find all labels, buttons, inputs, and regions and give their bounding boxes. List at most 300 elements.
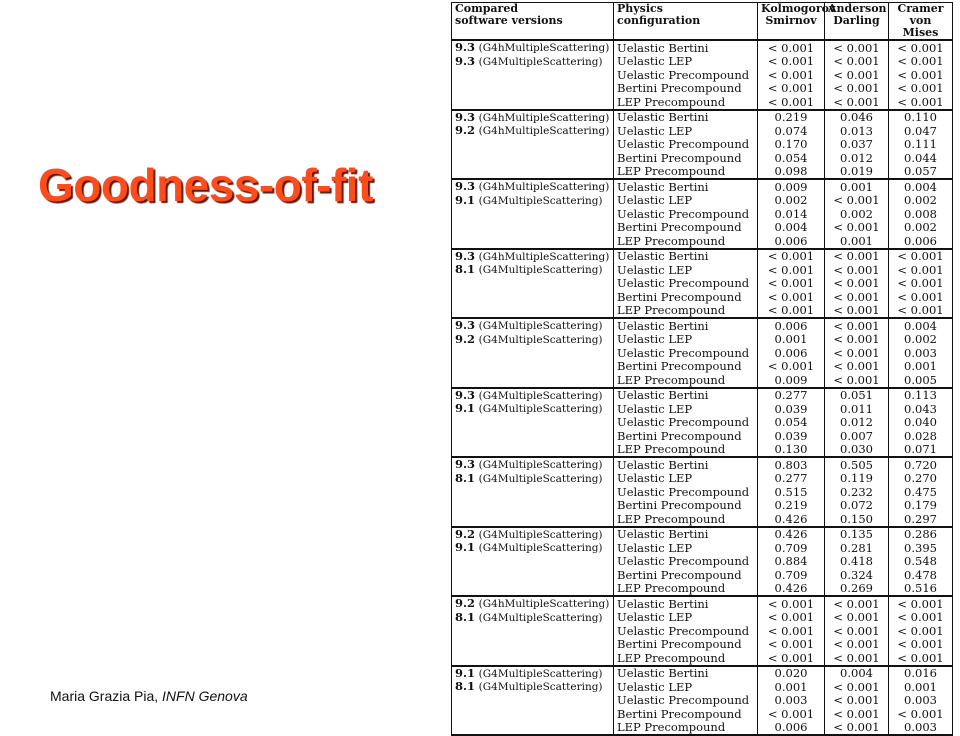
- kolmogorov-smirnov-cell: 0.039: [758, 402, 825, 416]
- kolmogorov-smirnov-cell: 0.003: [758, 694, 825, 708]
- anderson-darling-cell: 0.012: [825, 416, 889, 430]
- anderson-darling-cell: < 0.001: [825, 249, 889, 264]
- table-row: [452, 165, 953, 180]
- compared-versions-cell: [452, 290, 614, 304]
- scattering-model: (G4hMultipleScattering): [478, 598, 610, 611]
- physics-configuration-cell: LEP Precompound: [614, 721, 758, 736]
- cramer-von-mises-cell: 0.270: [889, 472, 953, 486]
- anderson-darling-cell: < 0.001: [825, 694, 889, 708]
- physics-configuration-cell: Uelastic Bertini: [614, 596, 758, 611]
- table-row: [452, 346, 953, 360]
- version-number: 9.3: [455, 40, 476, 55]
- cramer-von-mises-cell: 0.286: [889, 527, 953, 542]
- compared-versions-cell: [452, 694, 614, 708]
- compared-versions-cell: [452, 360, 614, 374]
- cramer-von-mises-cell: < 0.001: [889, 304, 953, 319]
- physics-configuration-cell: Uelastic Bertini: [614, 249, 758, 264]
- kolmogorov-smirnov-cell: < 0.001: [758, 95, 825, 110]
- physics-configuration-cell: LEP Precompound: [614, 165, 758, 180]
- anderson-darling-cell: < 0.001: [825, 221, 889, 235]
- cramer-von-mises-cell: 0.002: [889, 221, 953, 235]
- physics-configuration-cell: Uelastic LEP: [614, 611, 758, 625]
- table-row: [452, 110, 953, 125]
- table-row: [452, 611, 953, 625]
- table-row: [452, 638, 953, 652]
- compared-versions-cell: [452, 429, 614, 443]
- version-number: 9.3: [455, 54, 476, 68]
- table-row: [452, 234, 953, 249]
- header-physics-configuration: [614, 3, 758, 41]
- physics-configuration-cell: Uelastic Bertini: [614, 110, 758, 125]
- compared-versions-cell: [452, 138, 614, 152]
- anderson-darling-cell: < 0.001: [825, 721, 889, 736]
- anderson-darling-cell: 0.007: [825, 429, 889, 443]
- anderson-darling-cell: < 0.001: [825, 55, 889, 69]
- anderson-darling-cell: < 0.001: [825, 638, 889, 652]
- physics-configuration-cell: Uelastic Precompound: [614, 68, 758, 82]
- cramer-von-mises-cell: < 0.001: [889, 68, 953, 82]
- anderson-darling-cell: < 0.001: [825, 651, 889, 666]
- anderson-darling-cell: < 0.001: [825, 680, 889, 694]
- cramer-von-mises-cell: 0.008: [889, 207, 953, 221]
- scattering-model: (G4MultipleScattering): [478, 333, 603, 346]
- kolmogorov-smirnov-cell: 0.709: [758, 568, 825, 582]
- scattering-model: (G4MultipleScattering): [478, 320, 603, 333]
- table-row: [452, 151, 953, 165]
- compared-versions-cell: [452, 624, 614, 638]
- table-row: [452, 179, 953, 194]
- kolmogorov-smirnov-cell: 0.219: [758, 110, 825, 125]
- cramer-von-mises-cell: < 0.001: [889, 95, 953, 110]
- table-row: [452, 333, 953, 347]
- physics-configuration-cell: Bertini Precompound: [614, 290, 758, 304]
- compared-versions-cell: [452, 110, 614, 125]
- table-row: [452, 207, 953, 221]
- version-number: 9.2: [455, 596, 476, 611]
- anderson-darling-cell: < 0.001: [825, 263, 889, 277]
- header-compared-versions: [452, 3, 614, 41]
- table-row: [452, 429, 953, 443]
- compared-versions-cell: [452, 416, 614, 430]
- slide-footer: [50, 688, 248, 704]
- table-row: [452, 499, 953, 513]
- table-row: [452, 457, 953, 472]
- compared-versions-cell: [452, 457, 614, 472]
- cramer-von-mises-cell: 0.040: [889, 416, 953, 430]
- anderson-darling-cell: < 0.001: [825, 95, 889, 110]
- compared-versions-cell: [452, 82, 614, 96]
- compared-versions-cell: [452, 651, 614, 666]
- physics-configuration-cell: Uelastic Precompound: [614, 555, 758, 569]
- physics-configuration-cell: Uelastic Bertini: [614, 179, 758, 194]
- compared-versions-cell: [452, 666, 614, 681]
- kolmogorov-smirnov-cell: < 0.001: [758, 596, 825, 611]
- scattering-model: (G4MultipleScattering): [478, 667, 603, 680]
- cramer-von-mises-cell: 0.005: [889, 373, 953, 388]
- physics-configuration-cell: Uelastic LEP: [614, 333, 758, 347]
- kolmogorov-smirnov-cell: 0.009: [758, 179, 825, 194]
- compared-versions-cell: [452, 568, 614, 582]
- compared-versions-cell: [452, 318, 614, 333]
- physics-configuration-cell: Uelastic Precompound: [614, 485, 758, 499]
- compared-versions-cell: [452, 527, 614, 542]
- table-row: [452, 680, 953, 694]
- table-body: [452, 40, 953, 735]
- kolmogorov-smirnov-cell: 0.709: [758, 541, 825, 555]
- kolmogorov-smirnov-cell: 0.803: [758, 457, 825, 472]
- cramer-von-mises-cell: < 0.001: [889, 596, 953, 611]
- footer-author: Maria Grazia Pia,: [50, 688, 163, 704]
- cramer-von-mises-cell: 0.110: [889, 110, 953, 125]
- compared-versions-cell: [452, 249, 614, 264]
- cramer-von-mises-cell: 0.516: [889, 582, 953, 597]
- cramer-von-mises-cell: 0.006: [889, 234, 953, 249]
- version-number: 8.1: [455, 610, 476, 624]
- scattering-model: (G4hMultipleScattering): [478, 111, 610, 124]
- kolmogorov-smirnov-cell: 0.074: [758, 124, 825, 138]
- cramer-von-mises-cell: 0.047: [889, 124, 953, 138]
- table-row: [452, 651, 953, 666]
- table-header-row: [452, 3, 953, 41]
- kolmogorov-smirnov-cell: < 0.001: [758, 638, 825, 652]
- kolmogorov-smirnov-cell: 0.515: [758, 485, 825, 499]
- cramer-von-mises-cell: 0.002: [889, 333, 953, 347]
- compared-versions-cell: [452, 165, 614, 180]
- cramer-von-mises-cell: 0.003: [889, 346, 953, 360]
- kolmogorov-smirnov-cell: < 0.001: [758, 263, 825, 277]
- physics-configuration-cell: LEP Precompound: [614, 373, 758, 388]
- cramer-von-mises-cell: < 0.001: [889, 651, 953, 666]
- scattering-model: (G4MultipleScattering): [478, 194, 603, 207]
- kolmogorov-smirnov-cell: < 0.001: [758, 249, 825, 264]
- kolmogorov-smirnov-cell: 0.006: [758, 318, 825, 333]
- scattering-model: (G4hMultipleScattering): [478, 181, 610, 194]
- anderson-darling-cell: 0.269: [825, 582, 889, 597]
- cramer-von-mises-cell: < 0.001: [889, 55, 953, 69]
- version-number: 9.1: [455, 541, 476, 555]
- compared-versions-cell: [452, 680, 614, 694]
- cramer-von-mises-cell: < 0.001: [889, 611, 953, 625]
- cramer-von-mises-cell: 0.044: [889, 151, 953, 165]
- physics-configuration-cell: Uelastic LEP: [614, 55, 758, 69]
- kolmogorov-smirnov-cell: 0.014: [758, 207, 825, 221]
- version-number: 9.3: [455, 248, 476, 263]
- table-row: [452, 194, 953, 208]
- anderson-darling-cell: < 0.001: [825, 318, 889, 333]
- anderson-darling-cell: 0.324: [825, 568, 889, 582]
- kolmogorov-smirnov-cell: 0.098: [758, 165, 825, 180]
- table-row: [452, 402, 953, 416]
- scattering-model: (G4MultipleScattering): [478, 542, 603, 555]
- header-cvm-line1: Cramer: [897, 2, 944, 15]
- cramer-von-mises-cell: 0.043: [889, 402, 953, 416]
- table-row: [452, 541, 953, 555]
- scattering-model: (G4MultipleScattering): [478, 403, 603, 416]
- physics-configuration-cell: Bertini Precompound: [614, 360, 758, 374]
- cramer-von-mises-cell: 0.720: [889, 457, 953, 472]
- table-row: [452, 568, 953, 582]
- version-number: 9.2: [455, 526, 476, 541]
- anderson-darling-cell: 0.037: [825, 138, 889, 152]
- cramer-von-mises-cell: < 0.001: [889, 707, 953, 721]
- table-row: [452, 373, 953, 388]
- compared-versions-cell: [452, 707, 614, 721]
- anderson-darling-cell: < 0.001: [825, 624, 889, 638]
- table-row: [452, 694, 953, 708]
- anderson-darling-cell: 0.013: [825, 124, 889, 138]
- kolmogorov-smirnov-cell: 0.006: [758, 721, 825, 736]
- cramer-von-mises-cell: < 0.001: [889, 82, 953, 96]
- kolmogorov-smirnov-cell: 0.002: [758, 194, 825, 208]
- table-row: [452, 55, 953, 69]
- table-row: [452, 263, 953, 277]
- physics-configuration-cell: Uelastic LEP: [614, 472, 758, 486]
- kolmogorov-smirnov-cell: 0.277: [758, 472, 825, 486]
- anderson-darling-cell: < 0.001: [825, 277, 889, 291]
- version-number: 9.3: [455, 179, 476, 194]
- compared-versions-cell: [452, 388, 614, 403]
- physics-configuration-cell: Uelastic LEP: [614, 402, 758, 416]
- scattering-model: (G4MultipleScattering): [478, 611, 603, 624]
- table-row: [452, 318, 953, 333]
- physics-configuration-cell: Bertini Precompound: [614, 568, 758, 582]
- kolmogorov-smirnov-cell: 0.130: [758, 443, 825, 458]
- version-number: 9.2: [455, 332, 476, 346]
- table-row: [452, 124, 953, 138]
- anderson-darling-cell: < 0.001: [825, 611, 889, 625]
- table-row: [452, 485, 953, 499]
- cramer-von-mises-cell: 0.111: [889, 138, 953, 152]
- kolmogorov-smirnov-cell: < 0.001: [758, 651, 825, 666]
- header-ks-line2: Smirnov: [765, 14, 817, 27]
- kolmogorov-smirnov-cell: < 0.001: [758, 624, 825, 638]
- physics-configuration-cell: LEP Precompound: [614, 512, 758, 527]
- physics-configuration-cell: Uelastic Bertini: [614, 666, 758, 681]
- compared-versions-cell: [452, 485, 614, 499]
- kolmogorov-smirnov-cell: 0.884: [758, 555, 825, 569]
- anderson-darling-cell: 0.281: [825, 541, 889, 555]
- table-row: [452, 596, 953, 611]
- table-row: [452, 249, 953, 264]
- cramer-von-mises-cell: 0.297: [889, 512, 953, 527]
- header-cvm-line2: von Mises: [902, 14, 939, 39]
- physics-configuration-cell: Uelastic Precompound: [614, 694, 758, 708]
- table-row: [452, 707, 953, 721]
- physics-configuration-cell: Bertini Precompound: [614, 429, 758, 443]
- anderson-darling-cell: < 0.001: [825, 360, 889, 374]
- kolmogorov-smirnov-cell: 0.001: [758, 680, 825, 694]
- physics-configuration-cell: LEP Precompound: [614, 234, 758, 249]
- version-number: 9.3: [455, 318, 476, 333]
- cramer-von-mises-cell: 0.001: [889, 680, 953, 694]
- header-physics-line2: configuration: [617, 14, 701, 27]
- compared-versions-cell: [452, 151, 614, 165]
- header-ks-line1: Kolmogorov: [761, 2, 836, 15]
- scattering-model: (G4MultipleScattering): [478, 389, 603, 402]
- compared-versions-cell: [452, 179, 614, 194]
- kolmogorov-smirnov-cell: 0.020: [758, 666, 825, 681]
- kolmogorov-smirnov-cell: < 0.001: [758, 611, 825, 625]
- cramer-von-mises-cell: 0.003: [889, 721, 953, 736]
- physics-configuration-cell: Uelastic Bertini: [614, 388, 758, 403]
- compared-versions-cell: [452, 443, 614, 458]
- header-anderson-darling: [825, 3, 889, 41]
- compared-versions-cell: [452, 207, 614, 221]
- anderson-darling-cell: 0.418: [825, 555, 889, 569]
- anderson-darling-cell: < 0.001: [825, 346, 889, 360]
- compared-versions-cell: [452, 541, 614, 555]
- physics-configuration-cell: Uelastic Bertini: [614, 318, 758, 333]
- goodness-of-fit-table: [451, 2, 953, 736]
- physics-configuration-cell: LEP Precompound: [614, 582, 758, 597]
- footer-organization: INFN Genova: [162, 688, 248, 704]
- header-versions-line1: Compared: [455, 2, 519, 15]
- kolmogorov-smirnov-cell: 0.039: [758, 429, 825, 443]
- compared-versions-cell: [452, 234, 614, 249]
- header-ad-line1: Anderson: [828, 2, 887, 15]
- anderson-darling-cell: < 0.001: [825, 194, 889, 208]
- physics-configuration-cell: Bertini Precompound: [614, 151, 758, 165]
- table-row: [452, 624, 953, 638]
- anderson-darling-cell: < 0.001: [825, 707, 889, 721]
- compared-versions-cell: [452, 40, 614, 55]
- scattering-model: (G4MultipleScattering): [478, 55, 603, 68]
- version-number: 9.1: [455, 402, 476, 416]
- compared-versions-cell: [452, 555, 614, 569]
- physics-configuration-cell: Uelastic Bertini: [614, 457, 758, 472]
- table-row: [452, 416, 953, 430]
- anderson-darling-cell: < 0.001: [825, 304, 889, 319]
- kolmogorov-smirnov-cell: 0.277: [758, 388, 825, 403]
- table-row: [452, 582, 953, 597]
- anderson-darling-cell: 0.002: [825, 207, 889, 221]
- scattering-model: (G4MultipleScattering): [478, 528, 603, 541]
- physics-configuration-cell: LEP Precompound: [614, 651, 758, 666]
- compared-versions-cell: [452, 638, 614, 652]
- compared-versions-cell: [452, 582, 614, 597]
- table-row: [452, 304, 953, 319]
- table-row: [452, 68, 953, 82]
- anderson-darling-cell: 0.030: [825, 443, 889, 458]
- compared-versions-cell: [452, 373, 614, 388]
- anderson-darling-cell: < 0.001: [825, 373, 889, 388]
- cramer-von-mises-cell: < 0.001: [889, 638, 953, 652]
- header-kolmogorov-smirnov: [758, 2, 836, 41]
- physics-configuration-cell: Bertini Precompound: [614, 221, 758, 235]
- table-row: [452, 360, 953, 374]
- physics-configuration-cell: Uelastic LEP: [614, 680, 758, 694]
- cramer-von-mises-cell: < 0.001: [889, 277, 953, 291]
- scattering-model: (G4hMultipleScattering): [478, 125, 610, 138]
- cramer-von-mises-cell: 0.071: [889, 443, 953, 458]
- physics-configuration-cell: Uelastic Precompound: [614, 416, 758, 430]
- table-row: [452, 472, 953, 486]
- compared-versions-cell: [452, 68, 614, 82]
- table-row: [452, 221, 953, 235]
- anderson-darling-cell: 0.150: [825, 512, 889, 527]
- kolmogorov-smirnov-cell: < 0.001: [758, 360, 825, 374]
- table-row: [452, 277, 953, 291]
- anderson-darling-cell: 0.051: [825, 388, 889, 403]
- scattering-model: (G4MultipleScattering): [478, 264, 603, 277]
- physics-configuration-cell: Uelastic LEP: [614, 541, 758, 555]
- slide-title: Goodness-of-fit: [38, 159, 373, 211]
- table-row: [452, 555, 953, 569]
- compared-versions-cell: [452, 333, 614, 347]
- anderson-darling-cell: 0.012: [825, 151, 889, 165]
- header-versions-line2: software versions: [455, 14, 563, 27]
- kolmogorov-smirnov-cell: < 0.001: [758, 290, 825, 304]
- anderson-darling-cell: 0.001: [825, 179, 889, 194]
- version-number: 9.3: [455, 387, 476, 402]
- anderson-darling-cell: 0.001: [825, 234, 889, 249]
- table-row: [452, 512, 953, 527]
- kolmogorov-smirnov-cell: 0.006: [758, 234, 825, 249]
- kolmogorov-smirnov-cell: 0.009: [758, 373, 825, 388]
- compared-versions-cell: [452, 472, 614, 486]
- anderson-darling-cell: < 0.001: [825, 290, 889, 304]
- version-number: 8.1: [455, 680, 476, 694]
- physics-configuration-cell: LEP Precompound: [614, 95, 758, 110]
- scattering-model: (G4hMultipleScattering): [478, 250, 610, 263]
- table-row: [452, 82, 953, 96]
- kolmogorov-smirnov-cell: 0.426: [758, 512, 825, 527]
- kolmogorov-smirnov-cell: 0.426: [758, 527, 825, 542]
- anderson-darling-cell: 0.232: [825, 485, 889, 499]
- version-number: 9.1: [455, 193, 476, 207]
- kolmogorov-smirnov-cell: 0.054: [758, 151, 825, 165]
- anderson-darling-cell: 0.046: [825, 110, 889, 125]
- kolmogorov-smirnov-cell: 0.006: [758, 346, 825, 360]
- compared-versions-cell: [452, 499, 614, 513]
- scattering-model: (G4MultipleScattering): [478, 459, 603, 472]
- anderson-darling-cell: < 0.001: [825, 596, 889, 611]
- version-number: 9.3: [455, 457, 476, 472]
- table-row: [452, 40, 953, 55]
- kolmogorov-smirnov-cell: 0.001: [758, 333, 825, 347]
- physics-configuration-cell: Uelastic Bertini: [614, 40, 758, 55]
- table-row: [452, 388, 953, 403]
- anderson-darling-cell: 0.019: [825, 165, 889, 180]
- anderson-darling-cell: < 0.001: [825, 68, 889, 82]
- kolmogorov-smirnov-cell: 0.004: [758, 221, 825, 235]
- physics-configuration-cell: Uelastic Bertini: [614, 527, 758, 542]
- cramer-von-mises-cell: < 0.001: [889, 290, 953, 304]
- anderson-darling-cell: 0.011: [825, 402, 889, 416]
- physics-configuration-cell: Uelastic Precompound: [614, 138, 758, 152]
- kolmogorov-smirnov-cell: < 0.001: [758, 40, 825, 55]
- cramer-von-mises-cell: < 0.001: [889, 249, 953, 264]
- cramer-von-mises-cell: 0.016: [889, 666, 953, 681]
- physics-configuration-cell: Bertini Precompound: [614, 707, 758, 721]
- kolmogorov-smirnov-cell: 0.054: [758, 416, 825, 430]
- table-row: [452, 666, 953, 681]
- physics-configuration-cell: LEP Precompound: [614, 304, 758, 319]
- cramer-von-mises-cell: < 0.001: [889, 40, 953, 55]
- kolmogorov-smirnov-cell: < 0.001: [758, 68, 825, 82]
- physics-configuration-cell: Bertini Precompound: [614, 82, 758, 96]
- compared-versions-cell: [452, 402, 614, 416]
- physics-configuration-cell: Uelastic LEP: [614, 124, 758, 138]
- physics-configuration-cell: Uelastic LEP: [614, 194, 758, 208]
- compared-versions-cell: [452, 194, 614, 208]
- header-cramer-von-mises: [889, 3, 953, 41]
- anderson-darling-cell: 0.505: [825, 457, 889, 472]
- compared-versions-cell: [452, 596, 614, 611]
- cramer-von-mises-cell: 0.028: [889, 429, 953, 443]
- compared-versions-cell: [452, 346, 614, 360]
- anderson-darling-cell: < 0.001: [825, 82, 889, 96]
